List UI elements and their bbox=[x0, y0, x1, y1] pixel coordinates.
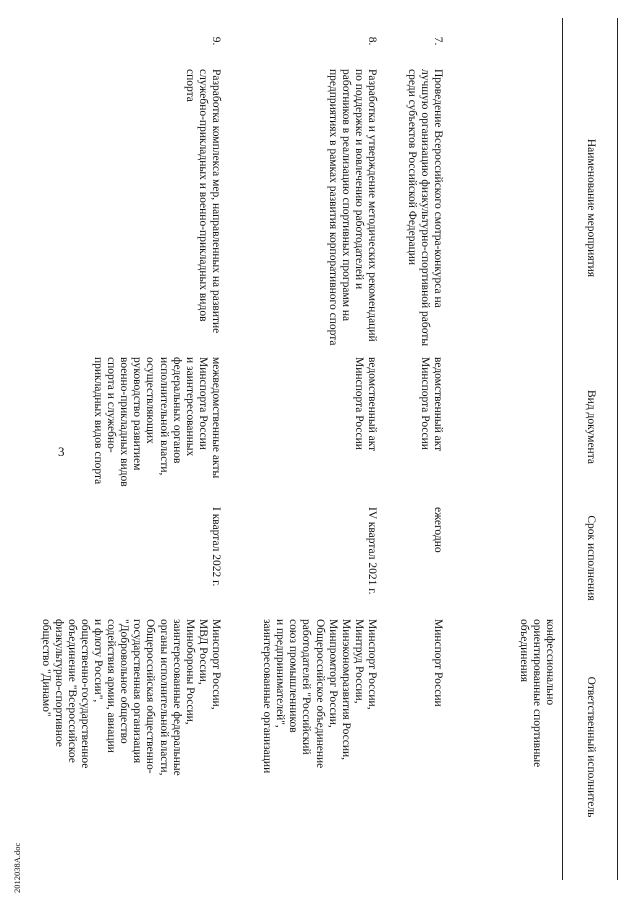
doc-type-cell: ведомственный акт Минспорта России bbox=[352, 357, 378, 452]
document-id: 2012038А.doc bbox=[12, 842, 22, 893]
row-number: 8. bbox=[366, 36, 378, 46]
executor-cell: конфессионально ориентированные спортивные объединения bbox=[517, 619, 556, 768]
header-number bbox=[563, 18, 618, 64]
table-row bbox=[225, 18, 381, 880]
measure-name-cell: Разработка комплекса мер, направленных на развитие служебно-прикладных и военно-прикладных видов спорта bbox=[183, 69, 222, 334]
executor-cell: Минспорт России, МВД России, Минобороны России, заинтересованные федеральные органы исполнительной власти, Общероссийская общественно- государственная организация "Добровольное общество содействия армии, авиации и флоту России", общественно-государственное объединение "Всероссийское физкультурно-спортивное общество "Динамо" bbox=[39, 619, 222, 776]
rotated-table-page bbox=[39, 18, 618, 880]
doc-type-cell: межведомственные акты Минспорта России и заинтересованных федеральных органов исполнительной власти, осуществляющих руководство развитием военно-прикладных видов спорта и служебно- прикладных видов спорта bbox=[92, 357, 222, 487]
row-number: 7. bbox=[432, 36, 444, 46]
header-doc-type: Вид документа bbox=[563, 352, 618, 502]
measures-table bbox=[35, 18, 618, 880]
header-executor: Ответственный исполнитель bbox=[563, 614, 618, 880]
table-row bbox=[381, 18, 447, 880]
executor-cell: Минспорт России, Минтруд России, Минэкономразвития России, Минпромторг России, Общероссийское объединение работодателей "Российский союз промышленников и предпринимателей", заинтересованные организации bbox=[261, 619, 378, 774]
deadline-cell: ежегодно bbox=[432, 507, 444, 553]
header-name: Наименование мероприятия bbox=[563, 64, 618, 352]
row-number: 9. bbox=[210, 36, 222, 46]
header-deadline: Срок исполнения bbox=[563, 502, 618, 614]
executor-cell: Минспорт России bbox=[432, 619, 444, 707]
table-row bbox=[35, 18, 225, 880]
table-header-row bbox=[563, 18, 618, 880]
page-number: 3 bbox=[58, 444, 65, 459]
measure-name-cell: Разработка и утверждение методических рекомендаций по поддержке и вовлечению работодателей и работников в реализацию спортивных программ на предприятиях в рамках развития корпоративного спорта bbox=[326, 69, 378, 346]
table-row-continued bbox=[447, 18, 563, 880]
deadline-cell: I квартал 2022 г. bbox=[210, 507, 222, 587]
doc-type-cell: ведомственный акт Минспорта России bbox=[418, 357, 444, 452]
measure-name-cell: Проведение Всероссийского смотра-конкурса на лучшую организацию физкультурно-спортивной работы среди субъектов Российской Федерации bbox=[405, 69, 444, 347]
deadline-cell: IV квартал 2021 г. bbox=[366, 507, 378, 595]
